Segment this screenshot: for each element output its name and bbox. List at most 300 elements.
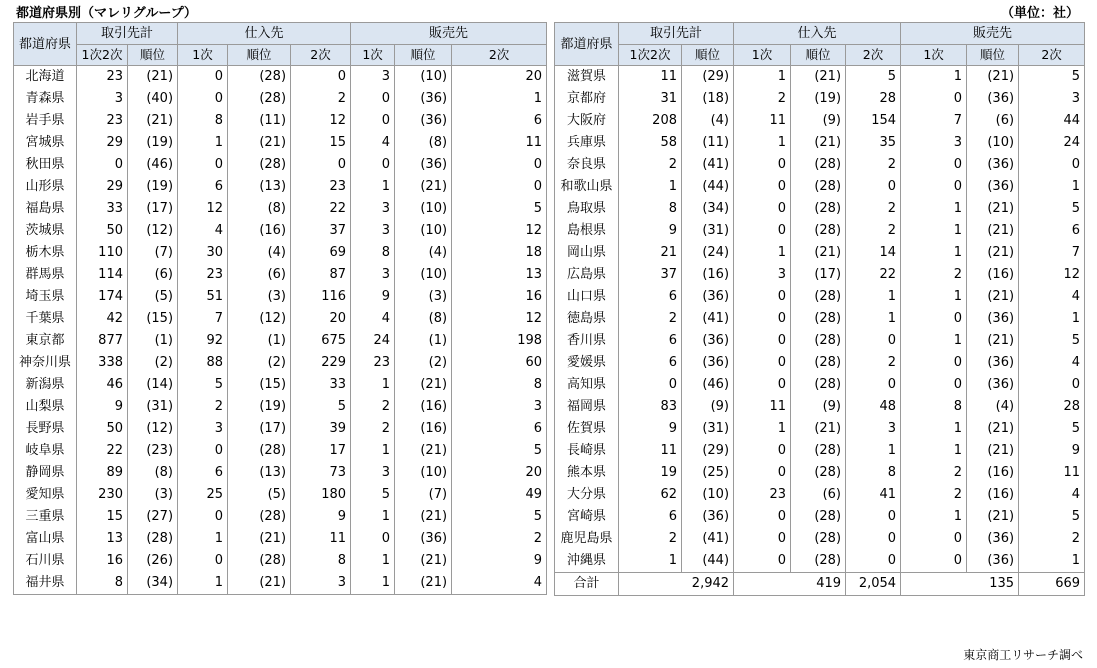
right-table-body [555, 66, 1085, 573]
sup1-cell: 0 [178, 506, 228, 528]
sup1-cell: 0 [178, 550, 228, 572]
sup-rank-cell: (28) [791, 308, 846, 330]
sup2-cell: 0 [291, 66, 351, 89]
sell-rank-cell: (8) [395, 132, 452, 154]
sup2-cell: 0 [291, 154, 351, 176]
sell1-cell: 2 [351, 396, 395, 418]
sell2-cell: 0 [452, 154, 547, 176]
total-cell: 2 [619, 308, 682, 330]
sup2-cell: 0 [846, 176, 901, 198]
sup2-cell: 73 [291, 462, 351, 484]
sup1-cell: 0 [178, 154, 228, 176]
sup1-cell: 1 [734, 132, 791, 154]
sell1-cell: 3 [351, 264, 395, 286]
total-cell: 83 [619, 396, 682, 418]
sup2-cell: 154 [846, 110, 901, 132]
table-row [14, 484, 547, 506]
total-cell: 9 [77, 396, 128, 418]
sell2-cell: 7 [1019, 242, 1085, 264]
sell2-cell: 9 [1019, 440, 1085, 462]
total-cell: 33 [77, 198, 128, 220]
table-row [14, 154, 547, 176]
sup-rank-cell: (28) [228, 66, 291, 89]
sell1-cell: 0 [351, 88, 395, 110]
total-rank-cell: (36) [682, 352, 734, 374]
pref-cell: 和歌山県 [555, 176, 619, 198]
table-row [555, 396, 1085, 418]
total-rank-cell: (46) [128, 154, 178, 176]
sell-rank-cell: (10) [395, 198, 452, 220]
sup-rank-cell: (16) [228, 220, 291, 242]
total-rank-cell: (11) [682, 132, 734, 154]
total-cell: 23 [77, 66, 128, 89]
sell1-cell: 1 [901, 66, 967, 89]
total-rank-cell: (19) [128, 176, 178, 198]
pref-cell: 岡山県 [555, 242, 619, 264]
table-row [555, 528, 1085, 550]
sup2-cell: 1 [846, 440, 901, 462]
sup-rank-cell: (8) [228, 198, 291, 220]
sell-rank-cell: (21) [967, 330, 1019, 352]
sup-rank-cell: (28) [791, 330, 846, 352]
sell1-cell: 1 [901, 286, 967, 308]
sup2-cell: 675 [291, 330, 351, 352]
pref-cell: 大阪府 [555, 110, 619, 132]
col-total-rank: 順位 [128, 45, 178, 66]
sup1-cell: 11 [734, 110, 791, 132]
table-row [14, 418, 547, 440]
total-rank-cell: (41) [682, 528, 734, 550]
table-row [14, 308, 547, 330]
total-rank-cell: (17) [128, 198, 178, 220]
sup1-cell: 8 [178, 110, 228, 132]
total-cell: 29 [77, 132, 128, 154]
sell1-cell: 0 [901, 88, 967, 110]
sell1-cell: 0 [901, 154, 967, 176]
table-row [14, 242, 547, 264]
sell2-cell: 44 [1019, 110, 1085, 132]
total-cell: 0 [619, 374, 682, 396]
table-row [14, 352, 547, 374]
pref-cell: 山口県 [555, 286, 619, 308]
sup-rank-cell: (21) [228, 132, 291, 154]
sell2-cell: 2 [452, 528, 547, 550]
sup2-cell: 15 [291, 132, 351, 154]
sell1-cell: 0 [901, 374, 967, 396]
table-row [555, 286, 1085, 308]
sup-rank-cell: (19) [228, 396, 291, 418]
total-rank-cell: (9) [682, 396, 734, 418]
total-cell: 6 [619, 352, 682, 374]
table-row [555, 550, 1085, 573]
sell-rank-cell: (21) [395, 572, 452, 595]
sell1-cell: 8 [901, 396, 967, 418]
table-row [555, 154, 1085, 176]
sell-rank-cell: (21) [967, 198, 1019, 220]
sup1-cell: 1 [178, 528, 228, 550]
pref-cell: 滋賀県 [555, 66, 619, 89]
sup1-cell: 23 [178, 264, 228, 286]
sup2-cell: 3 [291, 572, 351, 595]
total-cell: 15 [77, 506, 128, 528]
sup1-cell: 11 [734, 396, 791, 418]
total-cell: 31 [619, 88, 682, 110]
sell1-cell: 3 [901, 132, 967, 154]
sup2-cell: 2 [846, 220, 901, 242]
total-row [555, 573, 1085, 596]
pref-cell: 三重県 [14, 506, 77, 528]
sup-rank-cell: (28) [791, 528, 846, 550]
sell1-cell: 24 [351, 330, 395, 352]
sup1-cell: 5 [178, 374, 228, 396]
sup-rank-cell: (9) [791, 396, 846, 418]
total-cell: 2 [619, 154, 682, 176]
sell1-cell: 1 [901, 418, 967, 440]
sup2-cell: 12 [291, 110, 351, 132]
sup1-cell: 0 [178, 88, 228, 110]
total-cell: 9 [619, 418, 682, 440]
total-rank-cell: (27) [128, 506, 178, 528]
total-cell: 37 [619, 264, 682, 286]
pref-cell: 徳島県 [555, 308, 619, 330]
sup2-cell: 28 [846, 88, 901, 110]
sell2-cell: 5 [452, 198, 547, 220]
pref-cell: 京都府 [555, 88, 619, 110]
sup1-cell: 2 [734, 88, 791, 110]
pref-cell: 福岡県 [555, 396, 619, 418]
table-row [14, 176, 547, 198]
sup1-cell: 0 [734, 374, 791, 396]
sell1-cell: 0 [351, 110, 395, 132]
sup2-cell: 14 [846, 242, 901, 264]
sell2-cell: 4 [1019, 484, 1085, 506]
sell1-cell: 2 [351, 418, 395, 440]
sell-rank-cell: (36) [967, 308, 1019, 330]
table-row [555, 440, 1085, 462]
sell2-cell: 1 [1019, 308, 1085, 330]
table-row [14, 264, 547, 286]
source-note: 東京商工リサーチ調べ [963, 648, 1083, 662]
total-rank-cell: (10) [682, 484, 734, 506]
sup-rank-cell: (5) [228, 484, 291, 506]
total-cell: 8 [77, 572, 128, 595]
sell1-cell: 0 [901, 176, 967, 198]
sup1-cell: 1 [178, 132, 228, 154]
pref-cell: 栃木県 [14, 242, 77, 264]
col-sup-2: 2次 [291, 45, 351, 66]
sell-rank-cell: (21) [967, 286, 1019, 308]
table-row [14, 572, 547, 595]
sell1-cell: 0 [351, 154, 395, 176]
pref-cell: 大分県 [555, 484, 619, 506]
sup-rank-cell: (3) [228, 286, 291, 308]
sup2-cell: 5 [291, 396, 351, 418]
sell2-cell: 12 [452, 220, 547, 242]
sell-rank-cell: (4) [395, 242, 452, 264]
table-row [555, 66, 1085, 89]
sup-rank-cell: (17) [791, 264, 846, 286]
sell2-cell: 4 [1019, 286, 1085, 308]
sup-rank-cell: (28) [791, 462, 846, 484]
pref-cell: 岐阜県 [14, 440, 77, 462]
total-cell: 58 [619, 132, 682, 154]
pref-cell: 静岡県 [14, 462, 77, 484]
total-cell: 23 [77, 110, 128, 132]
sell2-cell: 6 [452, 110, 547, 132]
pref-cell: 新潟県 [14, 374, 77, 396]
sup2-cell: 87 [291, 264, 351, 286]
sup2-cell: 41 [846, 484, 901, 506]
sell1-cell: 3 [351, 220, 395, 242]
sell-rank-cell: (36) [395, 154, 452, 176]
sell2-cell: 8 [452, 374, 547, 396]
sell-rank-cell: (2) [395, 352, 452, 374]
total-cell: 29 [77, 176, 128, 198]
table-row [555, 506, 1085, 528]
sup1-cell: 0 [734, 528, 791, 550]
sell2-cell: 5 [1019, 506, 1085, 528]
pref-cell: 福島県 [14, 198, 77, 220]
sell2-cell: 198 [452, 330, 547, 352]
sup1-cell: 1 [734, 242, 791, 264]
total-rank-cell: (8) [128, 462, 178, 484]
total-cell: 21 [619, 242, 682, 264]
total-rank-cell: (6) [128, 264, 178, 286]
pref-cell: 福井県 [14, 572, 77, 595]
sup2-cell: 37 [291, 220, 351, 242]
pref-cell: 沖縄県 [555, 550, 619, 573]
sell1-cell: 0 [351, 528, 395, 550]
sup1-cell: 0 [178, 440, 228, 462]
sup1-cell: 6 [178, 176, 228, 198]
sell1-cell: 0 [901, 352, 967, 374]
sup-rank-cell: (4) [228, 242, 291, 264]
total-cell: 11 [619, 66, 682, 89]
total-rank-cell: (5) [128, 286, 178, 308]
sup2-cell: 1 [846, 286, 901, 308]
sup2-cell: 48 [846, 396, 901, 418]
sup-rank-cell: (13) [228, 176, 291, 198]
sell1-cell: 1 [351, 506, 395, 528]
sup2-cell: 0 [846, 506, 901, 528]
sell2-cell: 0 [452, 176, 547, 198]
total-rank-cell: (3) [128, 484, 178, 506]
sup2-cell: 3 [846, 418, 901, 440]
sell2-cell: 5 [1019, 330, 1085, 352]
total-rank-cell: (1) [128, 330, 178, 352]
sell1-cell: 1 [351, 374, 395, 396]
sup-rank-cell: (28) [228, 506, 291, 528]
sup2-cell: 2 [846, 154, 901, 176]
sup1-cell: 0 [734, 220, 791, 242]
table-row [555, 220, 1085, 242]
sell2-cell: 1 [1019, 176, 1085, 198]
sup2-cell: 17 [291, 440, 351, 462]
pref-cell: 長崎県 [555, 440, 619, 462]
table-row [555, 418, 1085, 440]
sup-rank-cell: (28) [228, 154, 291, 176]
sup1-cell: 6 [178, 462, 228, 484]
sell-rank-cell: (36) [967, 88, 1019, 110]
total-rank-cell: (23) [128, 440, 178, 462]
sell1-cell: 1 [901, 220, 967, 242]
table-row [555, 484, 1085, 506]
sell-rank-cell: (1) [395, 330, 452, 352]
col-sell-rank: 順位 [395, 45, 452, 66]
sup2-cell: 20 [291, 308, 351, 330]
pref-cell: 高知県 [555, 374, 619, 396]
col-sup-1: 1次 [734, 45, 791, 66]
sup1-cell: 3 [734, 264, 791, 286]
total-rank-cell: (36) [682, 286, 734, 308]
total-rank-cell: (36) [682, 506, 734, 528]
sell1-cell: 1 [901, 198, 967, 220]
sup1-cell: 0 [178, 66, 228, 89]
total-rank-cell: (12) [128, 418, 178, 440]
col-sell-2: 2次 [452, 45, 547, 66]
table-row [14, 88, 547, 110]
sup-rank-cell: (28) [791, 440, 846, 462]
sell-rank-cell: (16) [967, 264, 1019, 286]
sell-rank-cell: (16) [395, 396, 452, 418]
total-rank-cell: (18) [682, 88, 734, 110]
sup1-cell: 3 [178, 418, 228, 440]
sup-rank-cell: (6) [228, 264, 291, 286]
table-row [14, 198, 547, 220]
sup-rank-cell: (28) [791, 220, 846, 242]
sup1-cell: 0 [734, 462, 791, 484]
sup1-cell: 4 [178, 220, 228, 242]
table-row [14, 396, 547, 418]
sell-rank-cell: (21) [395, 440, 452, 462]
sell1-cell: 0 [901, 550, 967, 573]
sup2-cell: 22 [291, 198, 351, 220]
pref-cell: 熊本県 [555, 462, 619, 484]
col-group-total: 取引先計 [77, 23, 178, 45]
sell-rank-cell: (10) [395, 264, 452, 286]
pref-cell: 北海道 [14, 66, 77, 89]
col-group-total: 取引先計 [619, 23, 734, 45]
sup-rank-cell: (21) [228, 528, 291, 550]
sup-rank-cell: (28) [791, 176, 846, 198]
pref-cell: 石川県 [14, 550, 77, 572]
sup1-cell: 25 [178, 484, 228, 506]
sell-rank-cell: (7) [395, 484, 452, 506]
table-row [555, 374, 1085, 396]
pref-cell: 奈良県 [555, 154, 619, 176]
sup1-cell: 1 [178, 572, 228, 595]
total-rank-cell: (29) [682, 66, 734, 89]
total-rank-cell: (4) [682, 110, 734, 132]
sup1-cell: 0 [734, 440, 791, 462]
table-row [555, 330, 1085, 352]
sup2-cell: 116 [291, 286, 351, 308]
total-cell: 6 [619, 506, 682, 528]
sup1-cell: 1 [734, 66, 791, 89]
total-rank-cell: (24) [682, 242, 734, 264]
sell2-cell: 5 [1019, 418, 1085, 440]
total-cell: 19 [619, 462, 682, 484]
sup-rank-cell: (13) [228, 462, 291, 484]
sell2-cell: 6 [452, 418, 547, 440]
table-row [555, 176, 1085, 198]
col-total-12: 1次2次 [77, 45, 128, 66]
pref-cell: 香川県 [555, 330, 619, 352]
pref-cell: 宮崎県 [555, 506, 619, 528]
pref-cell: 埼玉県 [14, 286, 77, 308]
sell-rank-cell: (16) [967, 462, 1019, 484]
sup1-cell: 0 [734, 506, 791, 528]
total-rank-cell: (34) [682, 198, 734, 220]
col-sell-1: 1次 [351, 45, 395, 66]
total-sell-1: 135 [901, 573, 1019, 596]
total-rank-cell: (7) [128, 242, 178, 264]
table-row [555, 308, 1085, 330]
col-total-12: 1次2次 [619, 45, 682, 66]
pref-cell: 鹿児島県 [555, 528, 619, 550]
sell1-cell: 5 [351, 484, 395, 506]
total-rank-cell: (44) [682, 550, 734, 573]
table-row [14, 440, 547, 462]
sup-rank-cell: (21) [791, 132, 846, 154]
total-all: 2,942 [619, 573, 734, 596]
sell-rank-cell: (36) [395, 528, 452, 550]
sup-rank-cell: (19) [791, 88, 846, 110]
sell-rank-cell: (16) [395, 418, 452, 440]
total-rank-cell: (2) [128, 352, 178, 374]
sup1-cell: 0 [734, 198, 791, 220]
sup2-cell: 0 [846, 374, 901, 396]
sup-rank-cell: (28) [791, 506, 846, 528]
sup-rank-cell: (21) [791, 66, 846, 89]
sell-rank-cell: (21) [967, 506, 1019, 528]
sup1-cell: 0 [734, 286, 791, 308]
sup-rank-cell: (21) [791, 242, 846, 264]
sell2-cell: 16 [452, 286, 547, 308]
sup1-cell: 30 [178, 242, 228, 264]
sell-rank-cell: (3) [395, 286, 452, 308]
sell-rank-cell: (6) [967, 110, 1019, 132]
table-row [14, 66, 547, 89]
sell1-cell: 1 [901, 506, 967, 528]
sell2-cell: 4 [452, 572, 547, 595]
total-cell: 11 [619, 440, 682, 462]
total-cell: 6 [619, 330, 682, 352]
table-row [555, 132, 1085, 154]
pref-cell: 富山県 [14, 528, 77, 550]
sell1-cell: 4 [351, 132, 395, 154]
table-row [555, 352, 1085, 374]
total-rank-cell: (28) [128, 528, 178, 550]
sell1-cell: 8 [351, 242, 395, 264]
total-cell: 46 [77, 374, 128, 396]
sup2-cell: 180 [291, 484, 351, 506]
col-group-supplier: 仕入先 [178, 23, 351, 45]
sup2-cell: 0 [846, 330, 901, 352]
col-sup-1: 1次 [178, 45, 228, 66]
pref-cell: 山形県 [14, 176, 77, 198]
sup1-cell: 2 [178, 396, 228, 418]
sup-rank-cell: (28) [791, 352, 846, 374]
sell-rank-cell: (36) [967, 374, 1019, 396]
pref-cell: 茨城県 [14, 220, 77, 242]
pref-cell: 群馬県 [14, 264, 77, 286]
total-cell: 338 [77, 352, 128, 374]
sup2-cell: 11 [291, 528, 351, 550]
total-cell: 1 [619, 176, 682, 198]
sell-rank-cell: (36) [967, 176, 1019, 198]
sell2-cell: 11 [452, 132, 547, 154]
